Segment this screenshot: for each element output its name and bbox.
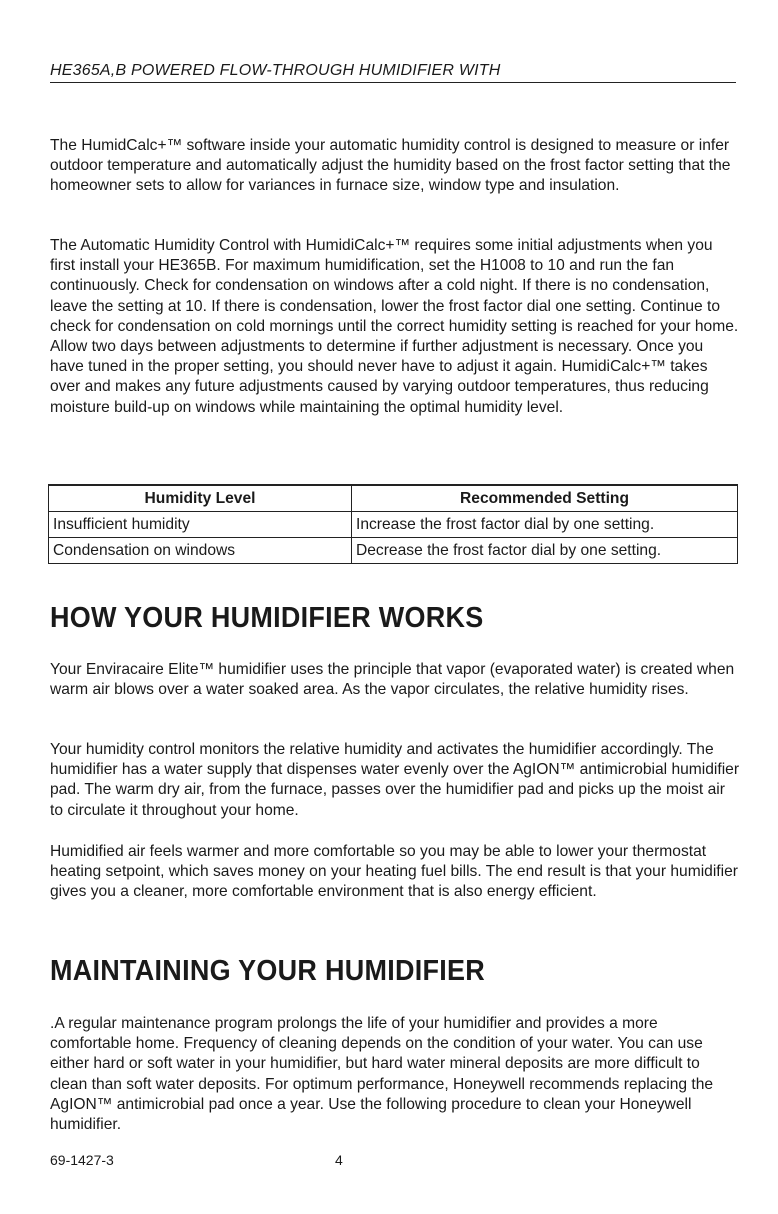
- table-row: [49, 538, 738, 564]
- page-number: 4: [335, 1152, 343, 1168]
- table-cell: Increase the frost factor dial by one setting.: [352, 512, 738, 538]
- table-cell: Decrease the frost factor dial by one setting.: [352, 538, 738, 564]
- table-cell: Insufficient humidity: [49, 512, 352, 538]
- column-header-humidity-level: Humidity Level: [49, 485, 352, 512]
- maintain-paragraph-1: .A regular maintenance program prolongs the life of your humidifier and provides a more comfortable home. Frequency of cleaning depends on the condition of your water. You can use either hard or soft water in your humidifier, but hard water mineral deposits are more difficult to clean than soft water deposits. For optimum performance, Honeywell recommends replacing the AgION™ antimicrobial pad once a year. Use the following procedure to clean your Honeywell humidifier.: [50, 1015, 714, 1134]
- intro-paragraph-2: The Automatic Humidity Control with HumidiCalc+™ requires some initial adjustments when you first install your HE365B. For maximum humidification, set the H1008 to 10 and run the fan continuously. Check for condensation on windows after a cold night. If there is no condensation, leave the setting at 10. If there is condensation, lower the frost factor dial one setting. Continue to check for condensation on cold mornings until the correct humidity setting is reached for your home. Allow two days between adjustments to determine if further adjustment is necessary. Once you have tuned in the proper setting, you should never have to adjust it again. HumidiCalc+™ takes over and makes any future adjustments caused by varying outdoor temperatures, thus reducing moisture build-up on windows while maintaining the optimal humidity level.: [50, 237, 739, 416]
- column-header-recommended-setting: Recommended Setting: [352, 485, 738, 512]
- table-cell: Condensation on windows: [49, 538, 352, 564]
- how-paragraph-1: Your Enviracaire Elite™ humidifier uses the principle that vapor (evaporated water) is created when warm air blows over a water soaked area. As the vapor circulates, the relative humidity rises.: [50, 661, 735, 699]
- table-row: [49, 512, 738, 538]
- section-heading-maintaining: MAINTAINING YOUR HUMIDIFIER: [50, 955, 486, 987]
- how-paragraph-3: Humidified air feels warmer and more comfortable so you may be able to lower your thermostat heating setpoint, which saves money on your heating fuel bills. The end result is that your humidifier gives you a cleaner, more comfortable environment that is also energy efficient.: [50, 843, 738, 901]
- how-paragraph-2: Your humidity control monitors the relative humidity and activates the humidifier accordingly. The humidifier has a water supply that dispenses water evenly over the AgION™ antimicrobial humidifier pad. The warm dry air, from the furnace, passes over the humidifier pad and picks up the moist air to circulate it throughout your home.: [50, 741, 740, 819]
- document-number: 69-1427-3: [50, 1152, 114, 1168]
- table-header-row: [49, 485, 738, 512]
- running-header: HE365A,B POWERED FLOW-THROUGH HUMIDIFIER WITH: [50, 62, 736, 83]
- humidity-settings-table: [48, 484, 738, 564]
- section-heading-how-it-works: HOW YOUR HUMIDIFIER WORKS: [50, 602, 484, 634]
- intro-paragraph-1: The HumidCalc+™ software inside your automatic humidity control is designed to measure or infer outdoor temperature and automatically adjust the humidity based on the frost factor setting that the homeowner sets to allow for variances in furnace size, window type and insulation.: [50, 137, 731, 195]
